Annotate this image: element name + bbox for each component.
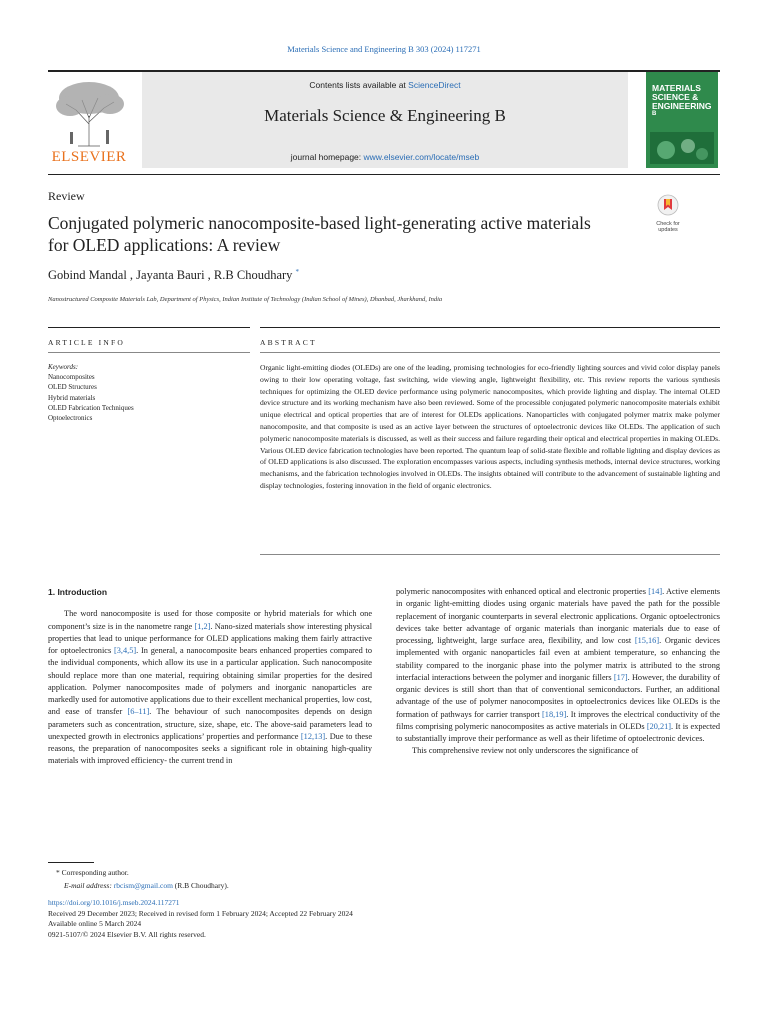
article-type: Review <box>48 189 85 203</box>
email-link[interactable]: rbcism@gmail.com <box>113 881 173 890</box>
article-info-heading: ARTICLE INFO <box>48 338 125 347</box>
copyright: 0921-5107/© 2024 Elsevier B.V. All rights reserved. <box>48 929 206 939</box>
check-updates-icon <box>657 194 679 216</box>
available-online: Available online 5 March 2024 <box>48 919 142 928</box>
publisher-name: ELSEVIER <box>51 149 127 165</box>
cover-title: MATERIALS SCIENCE & ENGINEERING <box>652 83 712 111</box>
section-heading-introduction: 1. Introduction <box>48 587 108 597</box>
citation-link[interactable]: [3,4,5] <box>114 646 137 655</box>
doi-link[interactable]: https://doi.org/10.1016/j.mseb.2024.117271 <box>48 898 180 907</box>
contents-line <box>142 80 628 90</box>
keywords-label: Keywords: <box>48 363 79 371</box>
author-names[interactable]: Gobind Mandal , Jayanta Bauri , R.B Choudhary <box>48 268 293 283</box>
keyword-item: Hybrid materials <box>48 393 96 402</box>
journal-title: Materials Science & Engineering B <box>264 106 506 125</box>
abstract-text: Organic light-emitting diodes (OLEDs) are one of the leading, promising technologies for eco-friendly lighting sources and vivid color display panels owing to their low operating voltage, fast switching, wide viewing angle, lightweight flexibility, etc. This review reports the various synthesis techniques for optimizing the OLED device performance using polymeric nanocomposites, which provide lighting and display. The internal OLED device structure and its working mechanism have also been reviewed. Some of the processible conjugated polymeric nanocomposite materials exhibit unique electrical and optical properties that are of interest for OLEDs applications. Nanoparticles with conjugated polymer matrix make polymer nanocomposite, and that composite is used as an active layer between the structures of optoelectronic devices like OLEDs. The application of such polymeric nanocomposite materials is discussed, as well as their success and failure regarding their optical and electrical properties in making OLEDs. Various OLED device fabrication technologies have been reported. The quantum leap of solid-state flexible and rollable lighting and display devices as of OLED applications is also discussed. The exploration encompasses various aspects, including synthesis methods, internal device structures, working mechanisms, and the fabrication technologies involved in OLEDs. The insights obtained will contribute to the advancement of sustainable lighting and display technologies, fostering innovation in the field of organic electronics. <box>260 363 720 490</box>
citation-link[interactable]: [1,2] <box>194 621 211 631</box>
keywords-block <box>48 362 248 423</box>
corresponding-footnote <box>48 866 229 892</box>
journal-homepage-link[interactable]: www.elsevier.com/locate/mseb <box>363 152 480 162</box>
cover-art-icon <box>650 132 714 164</box>
homepage-line <box>142 152 628 162</box>
email-owner: (R.B Choudhary). <box>172 881 229 890</box>
header-rule <box>48 174 720 175</box>
body-paragraph: The word nanocomposite is used for those composite or hybrid materials for which one component’s size is in the nanometre range [1,2]. Nano-sized materials show interesting physical properties that lead to unique performance for OLED applications making them fairly attractive for optoelectronics [3,4,5]. In general, a nanocomposite bears enhanced properties compared to the individual components, which allow its use in a particular application. Such nanocomposite should replace more than one material, requiring obtaining similar properties for the desired application. Polymer nanocomposites made of polymers and inorganic nanoparticles are markedly used for automotive applications due to their excellent mechanical properties, low cost, and ease of transfer [6–11]. The behaviour of such nanocomposites depends on design parameters such as concentration, structure, size, shape, etc. The above-said parameters lead to unexpected growth in electronics applications’ properties and performance [12,13]. Due to these reasons, the preparation of nanocomposites seeks a significant role in obtaining high-quality materials with improved efficiency- the current trend in <box>48 609 372 766</box>
abstract-sub-rule <box>260 352 720 353</box>
email-label: E-mail address: <box>64 881 114 890</box>
citation-link[interactable]: [12,13] <box>300 731 326 741</box>
cover-letter: B <box>652 111 657 117</box>
footnote-rule <box>48 862 94 863</box>
affiliation: Nanostructured Composite Materials Lab, Department of Physics, Indian Institute of Technology (Indian School of Mines), Dhanbad, Jharkhand, India <box>48 296 443 303</box>
body-paragraph: This comprehensive review not only underscores the significance of <box>412 746 639 756</box>
body-left-column <box>48 586 372 768</box>
homepage-prefix: journal homepage: <box>290 152 364 162</box>
keyword-item: Nanocomposites <box>48 373 95 382</box>
received-dates: Received 29 December 2023; Received in revised form 1 February 2024; Accepted 22 February 2024 <box>48 908 353 918</box>
sciencedirect-link[interactable]: ScienceDirect <box>408 80 461 90</box>
body-right-column <box>396 586 720 758</box>
tree-logo-icon <box>48 76 130 148</box>
abstract-rule <box>260 327 720 328</box>
keyword-item: Optoelectronics <box>48 414 93 423</box>
check-updates-label: Check for updates <box>656 221 680 233</box>
email-line <box>48 879 229 892</box>
article-info-sub-rule <box>48 352 250 353</box>
citation-link[interactable]: [14] <box>648 587 663 596</box>
citation-link[interactable]: [6–11] <box>127 707 150 717</box>
keyword-item: OLED Fabrication Techniques <box>48 403 134 412</box>
body-paragraph: polymeric nanocomposites with enhanced optical and electronic properties [14]. Active elements in organic light-emitting diodes using organic materials have paved the path for the possible replacement of inorganic counterparts in several electronic applications. Organic optoelectronics devices take better advantage of organic materials than inorganic materials due to ease of processing, lightweight, large surface area, flexibility, and low cost [15,16]. Organic devices implemented with organic nanoparticles fail even at ambient temperature, so enhancing the stability compared to the inorganic phase into the polymer matrix is attributed to the strong interfacial interactions between the polymer and inorganic fillers [17]. However, the durability of organic devices is still short than that of conventional semiconductors. Further, an additional advantage of the use of polymer nanocomposites in optoelectronics devices like OLEDs is the formation of pathways for carrier transport [18,19]. It improves the electrical conductivity of the films comprising polymeric nanocomposites as active materials in OLEDs [20,21]. It is expected to substantially improve their performance as well as their lifetime of optoelectronic devices. <box>396 587 720 743</box>
check-for-updates-button[interactable] <box>646 194 690 233</box>
article-title: Conjugated polymeric nanocomposite-based light-generating active materials for OLED applications: A review <box>48 213 591 255</box>
authors-line <box>48 268 299 283</box>
citation-link[interactable]: [20,21] <box>646 721 672 731</box>
keyword-item: OLED Structures <box>48 383 97 392</box>
corresponding-author-mark[interactable]: * <box>295 268 300 276</box>
citation-link[interactable]: [18,19] <box>542 709 567 719</box>
citation-link[interactable]: [15,16] <box>634 636 660 645</box>
publisher-logo[interactable] <box>48 76 130 166</box>
corresponding-author-note: * Corresponding author. <box>56 868 129 877</box>
journal-reference-link[interactable]: Materials Science and Engineering B 303 (2024) 117271 <box>287 44 481 54</box>
article-info-rule <box>48 327 250 328</box>
publication-details <box>48 898 353 940</box>
abstract-bottom-rule <box>260 554 720 555</box>
journal-masthead <box>142 72 628 168</box>
abstract-heading: ABSTRACT <box>260 338 317 347</box>
citation-link[interactable]: [17] <box>613 672 628 682</box>
journal-cover-thumbnail[interactable] <box>646 72 718 168</box>
contents-prefix: Contents lists available at <box>309 80 409 90</box>
